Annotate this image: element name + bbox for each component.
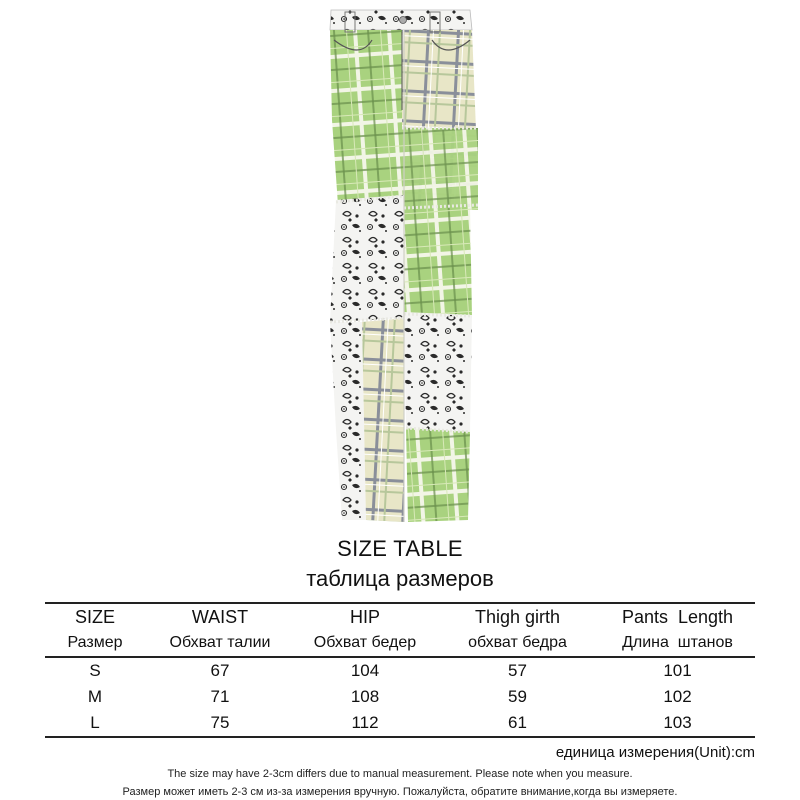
- cell-length: 101: [663, 661, 692, 680]
- cell-hip: 112: [295, 710, 435, 737]
- size-table-title-en: SIZE TABLE: [337, 536, 463, 561]
- header-hip-ru: Обхват бедер: [295, 630, 435, 657]
- cell-thigh: 57: [508, 661, 527, 680]
- unit-label: единица измерения(Unit):cm: [555, 744, 755, 761]
- measurement-note-en: The size may have 2-3cm differs due to manual measurement. Please note when you measure.: [167, 768, 633, 780]
- cell-hip: 108: [350, 687, 380, 706]
- header-thigh-girth-ru: обхват бедра: [435, 630, 600, 657]
- table-row: [45, 657, 755, 684]
- header-pants-length-ru: Длина штанов: [600, 630, 755, 657]
- header-size: SIZE: [45, 603, 145, 630]
- cell-waist: 67: [210, 661, 230, 680]
- size-table: [45, 602, 755, 738]
- cell-thigh: 61: [435, 710, 600, 737]
- header-pants-length: Pants Length: [600, 603, 755, 630]
- cell-size: S: [89, 661, 101, 680]
- cell-thigh: 59: [508, 687, 527, 706]
- cell-size: L: [45, 710, 145, 737]
- cell-size: M: [87, 687, 103, 706]
- header-waist: WAIST: [145, 603, 295, 630]
- cell-waist: 71: [210, 687, 230, 706]
- header-row-en: [45, 603, 755, 630]
- header-hip: HIP: [295, 603, 435, 630]
- cell-length: 103: [600, 710, 755, 737]
- table-row: [45, 710, 755, 737]
- table-row: [45, 684, 755, 710]
- header-size-ru: Размер: [45, 630, 145, 657]
- measurement-note-ru: Размер может иметь 2-3 см из-за измерения вручную. Пожалуйста, обратите внимание,когда вы измеряете.: [122, 786, 678, 798]
- cell-waist: 75: [145, 710, 295, 737]
- header-waist-ru: Обхват талии: [145, 630, 295, 657]
- header-thigh-girth: Thigh girth: [435, 603, 600, 630]
- cell-hip: 104: [350, 661, 380, 680]
- size-table-title-ru: таблица размеров: [306, 566, 494, 591]
- cell-length: 102: [663, 687, 692, 706]
- header-row-ru: [45, 630, 755, 657]
